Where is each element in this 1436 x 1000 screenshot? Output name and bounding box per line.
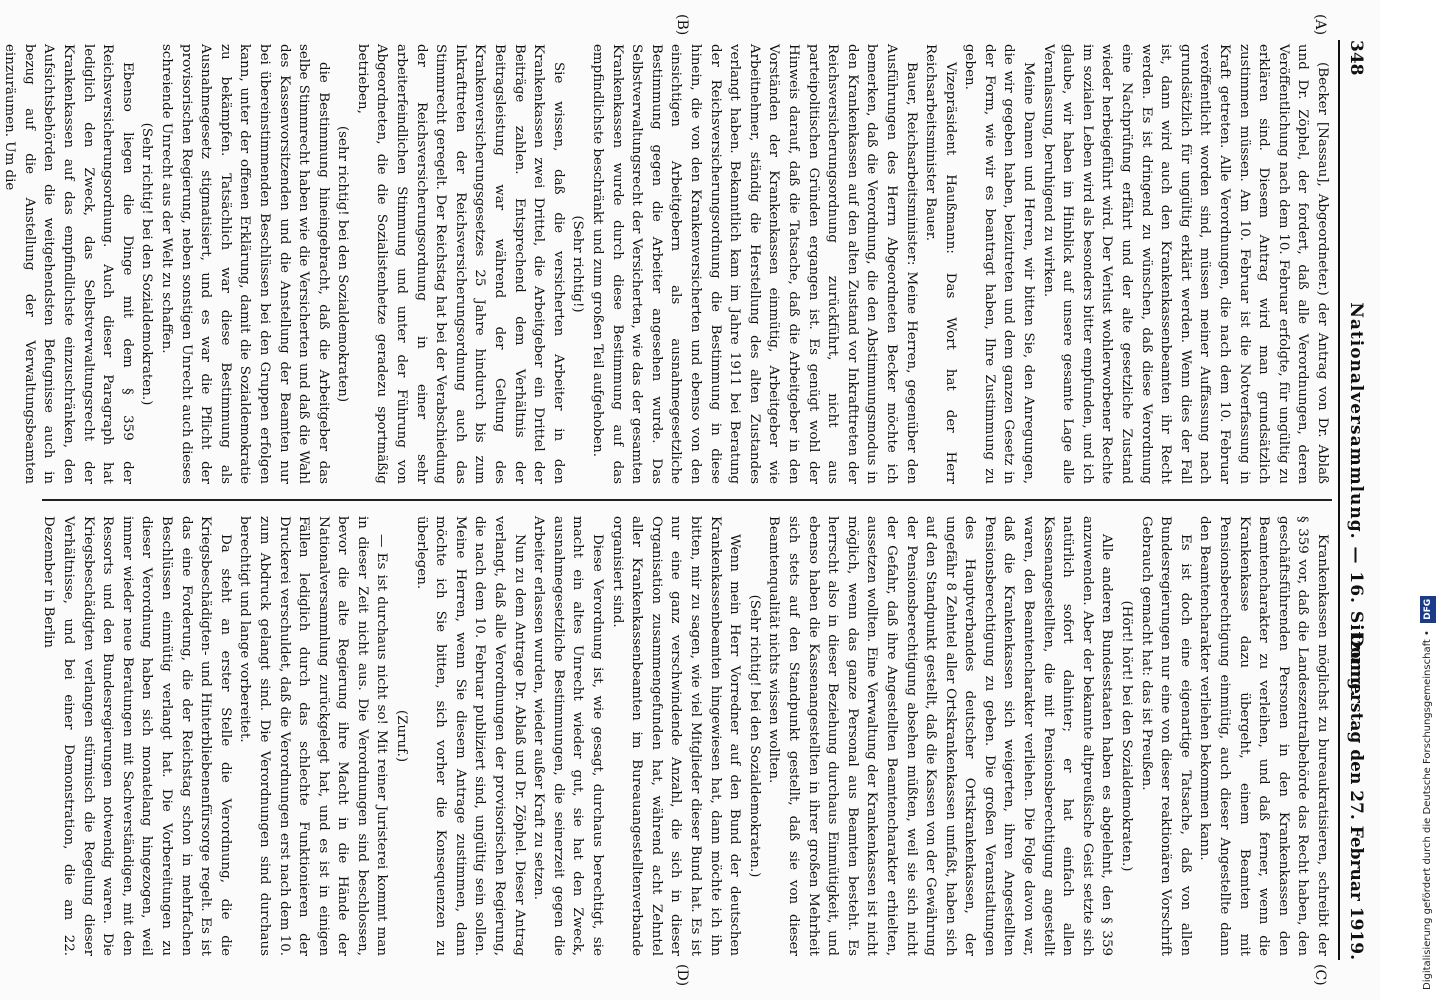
paragraph: Bauer, Reichsarbeitsminister: Meine Herren, gegenüber den Ausführungen des Herrn Abgeordneten Becker möchte ich bemerken, daß die Verordnung, die den Abstimmungsmodus in den Krankenkassen auf den alten Zustand vor Inkrafttreten der Reichsversicherungsordnung zurückführt, nicht aus parteipolitischen Gründen ergangen ist. Es genügt wohl der Hinweis darauf, daß die Tatsache, daß die Arbeitgeber in den Vorständen der Krankenkassen einmütig, Arbeitgeber wie Arbeitnehmer, ständig die Herstellung des alten Zustandes verlangt haben. Bekanntlich kam im Jahre 1911 bei Beratung der Reichsversicherungsordnung die Bestimmung in diese hinein, die von den Krankenversicherten und ebenso von den einsichtigen Arbeitgebern als ausnahmegesetzliche Bestimmung gegen die Arbeiter angesehen wurde. Das Selbstverwaltungsrecht der Versicherten, wie das der gesamten Krankenkassen wurde durch diese Bestimmung auf das empfindlichste beschränkt und zum großen Teil aufgehoben. bbox=[590, 44, 919, 484]
page-number: 348 bbox=[1346, 40, 1366, 76]
left-column bbox=[2, 44, 1332, 484]
margin-mark-c: (C) bbox=[1312, 964, 1328, 986]
margin-mark-b: (B) bbox=[674, 14, 690, 36]
paragraph: Da steht an erster Stelle die Verordnung, die die Kriegsbeschädigten- und Hinterbliebenenfürsorge regelt. Es ist das eine Forderung, die der Reichstag schon in mehrfachen Beschlüssen einmütig verlangt hat. Die Vorbereitungen zu dieser Verordnung haben sich monatelang hingezogen, weil immer wieder neue Beratungen mit Sachverständigen, mit den Ressorts und den Bundesregierungen notwendig waren. Die Kriegsbeschädigten verlangen stürmisch die Regelung dieser Verhältnisse, und bei einer Demonstration, die am 22. Dezember in Berlin bbox=[41, 516, 233, 956]
interjection: (sehr richtig! bei den Sozialdemokraten) bbox=[335, 125, 351, 403]
paragraph: die Bestimmung hineingebracht, daß die Arbeitgeber das selbe Stimmrecht haben wie die Versicherten und daß die Wahl des Kassenvorsitzenden und die Anstellung der Beamten nur bei übereinstimmenden Beschlüssen bei den Gruppen erfolgen kann, unter der offenen Erklärung, damit die Sozialdemokratie zu bekämpfen. Tatsächlich war diese Bestimmung als Ausnahmegesetz stigmatisiert, und es war die Pflicht der provisorischen Regierung, neben sonstigen Unrecht auch dieses schreiende Unrecht aus der Welt zu schaffen. bbox=[158, 44, 331, 484]
page-header bbox=[1342, 40, 1366, 960]
interjection: (Zuruf.) bbox=[394, 709, 410, 763]
paragraph: Ebenso liegen die Dinge mit dem § 359 der Reichsversicherungsordnung. Auch dieser Paragraph hat lediglich den Zweck, das Selbstverwaltungsrecht der Krankenkassen auf das empfindlichste einzuschränken, den Aufsichtsbehörden die weitgehendsten Befugnisse auch in bezug auf die Anstellung der Verwaltungsbeamten einzuräumen. Um die bbox=[2, 44, 135, 484]
interjection: (Sehr richtig!) bbox=[570, 215, 586, 313]
paragraph: Alle anderen Bundesstaaten haben es abgelehnt, den § 359 anzuwenden. Aber der bekannte altpreußische Geist setzte sich natürlich sofort dahinter; er hat einfach allen Kassenangestellten, die mit Pensionsberechtigung angestellt waren, den Beamtencharakter verliehen. Die Folge davon war, daß die Krankenkassen sich weigerten, ihren Angestellten Pensionsberechtigung zu geben. Die großen Veranstaltungen des Hauptverbandes deutscher Ortskrankenkassen, der ungefähr 8 Zehntel aller Ortskrankenkassen umfaßt, haben sich auf den Standpunkt gestellt, daß die Kassen von der Gewährung der Pensionsberechtigung absehen müßten, weil sie sich nicht der Gefahr, daß ihre Angestellten Beamtencharakter erhielten, aussetzen wollten. Eine Verwaltung der Krankenkassen ist nicht möglich, wenn das ganze Personal aus Beamten besteht. Es herrscht also in dieser Beziehung durchaus Einmütigkeit, und ebenso haben die Kassenangestellten in ihrer großen Mehrheit sich stets auf den Standpunkt gestellt, daß sie von dieser Beamtenqualität nichts wissen wollten. bbox=[766, 516, 1115, 956]
interjection: (Sehr richtig! bei den Sozialdemokraten.) bbox=[746, 594, 762, 878]
margin-mark-d: (D) bbox=[674, 964, 690, 987]
paragraph: Krankenkassen möglichst zu bureaukratisieren, schreibt der § 359 vor, daß die Landeszentralbehörde das Recht haben, den geschäftsführenden Personen in den Krankenkassen den Beamtencharakter zu verleihen, und daß ferner, wenn die Krankenkasse dazu übergeht, einem Beamten mit Pensionsberechtigung einmütig, auch dieser Angestellte dann den Beamtencharakter verliehen bekommen kann. bbox=[1197, 516, 1330, 956]
page-title: Nationalversammlung. — 16. Sitzung. bbox=[1346, 302, 1366, 698]
dfg-logo: DFG bbox=[1420, 596, 1436, 623]
paragraph: Vizepräsident Haußmann: Das Wort hat der Herr Reichsarbeitsminister Bauer. bbox=[923, 44, 958, 484]
interjection: (Hört! hört! bei den Sozialdemokraten.) bbox=[1119, 600, 1135, 872]
right-column bbox=[42, 516, 1332, 956]
paragraph: (Becker [Nassau], Abgeordneter.) der Antrag von Dr. Ablaß und Dr. Zöphel, der fordert, daß alle Verordnungen, deren Veröffentlichung nach dem 10. Februar erfolgte, für ungültig zu erklären sind. Diesem Antrag wird man grundsätzlich zustimmen müssen. Am 10. Februar ist die Notverfassung in Kraft getreten. Alle Verordnungen, die nach dem 10. Februar veröffentlicht worden sind, müssen meiner Auffassung nach grundsätzlich für ungültig erklärt werden. Wenn dies der Fall ist, dann wird auch den Krankenkassenbeamten ihr Recht werden. Es ist dringend zu wünschen, daß diese Verordnung eine Nachprüfung erfährt und der alte gesetzliche Zustand wieder herbeigeführt wird. Der Verlust wohlerworbener Rechte im sozialen Leben wird als besonders bitter empfunden, und ich glaube, wir haben im Hinblick auf unsere gesamte Lage alle Veranlassung, beruhigend zu wirken. bbox=[1040, 44, 1330, 484]
paragraph: Wenn mein Herr Vorredner auf den Bund der deutschen Krankenkassenbeamten hingewiesen hat, dann möchte ich ihn bitten, mir zu sagen, wie viel Mitglieder dieser Bund hat. Es ist nur eine ganz verschwindende Anzahl, die sich in dieser Organisation zusammengefunden hat, während acht Zehntel aller Krankenkassenbeamten im Bureauangestelltenverbande organisiert sind. bbox=[609, 516, 743, 956]
digitization-sidebar bbox=[1418, 0, 1434, 1000]
digitization-credit bbox=[1420, 0, 1436, 990]
column-divider bbox=[42, 499, 1332, 501]
paragraph: Meine Damen und Herren, wir bitten Sie, den Anregungen, die wir gegeben haben, beizutreten und dem ganzen Gesetz in der Form, wie wir es beantragt haben, Ihre Zustimmung zu geben. bbox=[962, 44, 1037, 484]
interjection: (Sehr richtig! bei den Sozialdemokraten.) bbox=[139, 122, 155, 406]
paragraph: Nun zu dem Antrage Dr. Ablaß und Dr. Zöphel. Dieser Antrag verlangt, daß alle Verordnungen der provisorischen Regierung, die nach dem 10. Februar publiziert sind, ungültig sein sollen. Meine Herren, wenn Sie diesem Antrage zustimmen, dann möchte ich Sie bitten, sich vorher die Konsequenzen zu überlegen. bbox=[413, 516, 527, 956]
session-date: Donnerstag den 27. Februar 1919. bbox=[1346, 632, 1366, 960]
paragraph: Es ist doch eine eigenartige Tatsache, daß von allen Bundesregierungen nur eine von dieser reaktionären Vorschrift Gebrauch gemacht hat: das ist Preußen. bbox=[1138, 516, 1193, 956]
credit-text: Digitalisierung gefördert durch die Deutsche Forschungsgemeinschaft • bbox=[1422, 630, 1433, 990]
paragraph: Diese Verordnung ist, wie gesagt, durchaus berechtigt, sie macht ein altes Unrecht wieder gut, sie hat den Zweck, ausnahmegesetzliche Bestimmungen, die seinerzeit gegen die Arbeiter erlassen wurden, wieder außer Kraft zu setzen. bbox=[531, 516, 606, 956]
margin-mark-a: (A) bbox=[1312, 14, 1328, 36]
header-rule bbox=[1338, 40, 1340, 960]
paragraph: — Es ist durchaus nicht so! Mit reiner Juristerei kommt man in dieser Zeit nicht aus. Die Verordnungen sind beschlossen, bevor die alte Regierung ihre Macht in die Hände der Nationalversammlung zurückgelegt hat, und es ist in einigen Fällen lediglich durch das schlechte Funktionieren der Druckerei verschuldet, daß die Verordnungen erst nach dem 10. zum Abdruck gelangt sind. Die Verordnungen sind durchaus berechtigt und lange vorbereitet. bbox=[237, 516, 390, 956]
paragraph: Sie wissen, daß die versicherten Arbeiter in den Krankenkassen zwei Drittel, die Arbeitgeber ein Drittel der Beiträge zahlen. Entsprechend dem Verhältnis der Beitragsleistung war während der Geltung des Krankenversicherungsgesetzes 25 Jahre hindurch bis zum Inkrafttreten der Reichsversicherungsordnung auch das Stimmrecht geregelt. Der Reichstag hat bei der Verabschiedung der Reichsversicherungsordnung in einer sehr arbeiterfeindlichen Stimmung und unter der Führung von Abgeordneten, die die Sozialistenhetze geradezu sportmäßig betrieben, bbox=[354, 44, 566, 484]
